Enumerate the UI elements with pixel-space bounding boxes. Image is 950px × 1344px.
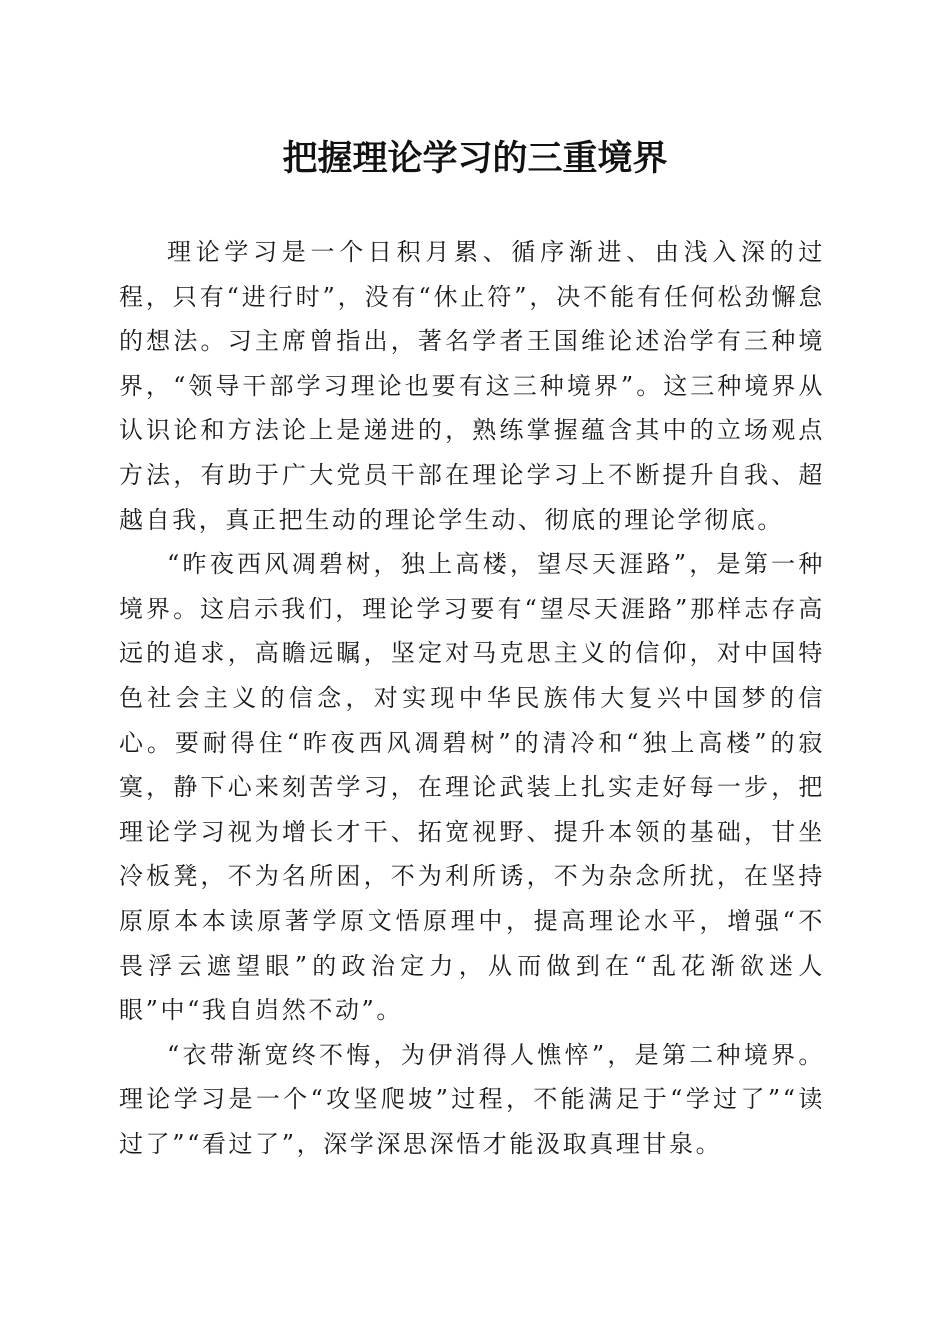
paragraph-3: “衣带渐宽终不悔，为伊消得人憔悴”，是第二种境界。理论学习是一个“攻坚爬坡”过程，不能满足于“学过了”“读过了”“看过了”，深学深思深悟才能汲取真理甘泉。 <box>119 1040 825 1158</box>
paragraph-1: 理论学习是一个日积月累、循序渐进、由浅入深的过程，只有“进行时”，没有“休止符”，决不能有任何松劲懈怠的想法。习主席曾指出，著名学者王国维论述治学有三种境界，“领导干部学习理论也要有这三种境界”。这三种境界从认识论和方法论上是递进的，熟练掌握蕴含其中的立场观点方法，有助于广大党员干部在理论学习上不断提升自我、超越自我，真正把生动的理论学生动、彻底的理论学彻底。 <box>119 238 825 534</box>
document-body <box>119 230 825 1166</box>
paragraph-2: “昨夜西风凋碧树，独上高楼，望尽天涯路”，是第一种境界。这启示我们，理论学习要有“望尽天涯路”那样志存高远的追求，高瞻远瞩，坚定对马克思主义的信仰，对中国特色社会主义的信念，对实现中华民族伟大复兴中国梦的信心。要耐得住“昨夜西风凋碧树”的清冷和“独上高楼”的寂寞，静下心来刻苦学习，在理论武装上扎实走好每一步，把理论学习视为增长才干、拓宽视野、提升本领的基础，甘坐冷板凳，不为名所困，不为利所诱，不为杂念所扰，在坚持原原本本读原著学原文悟原理中，提高理论水平，增强“不畏浮云遮望眼”的政治定力，从而做到在“乱花渐欲迷人眼”中“我自岿然不动”。 <box>119 550 825 1025</box>
document-title: 把握理论学习的三重境界 <box>282 138 668 179</box>
